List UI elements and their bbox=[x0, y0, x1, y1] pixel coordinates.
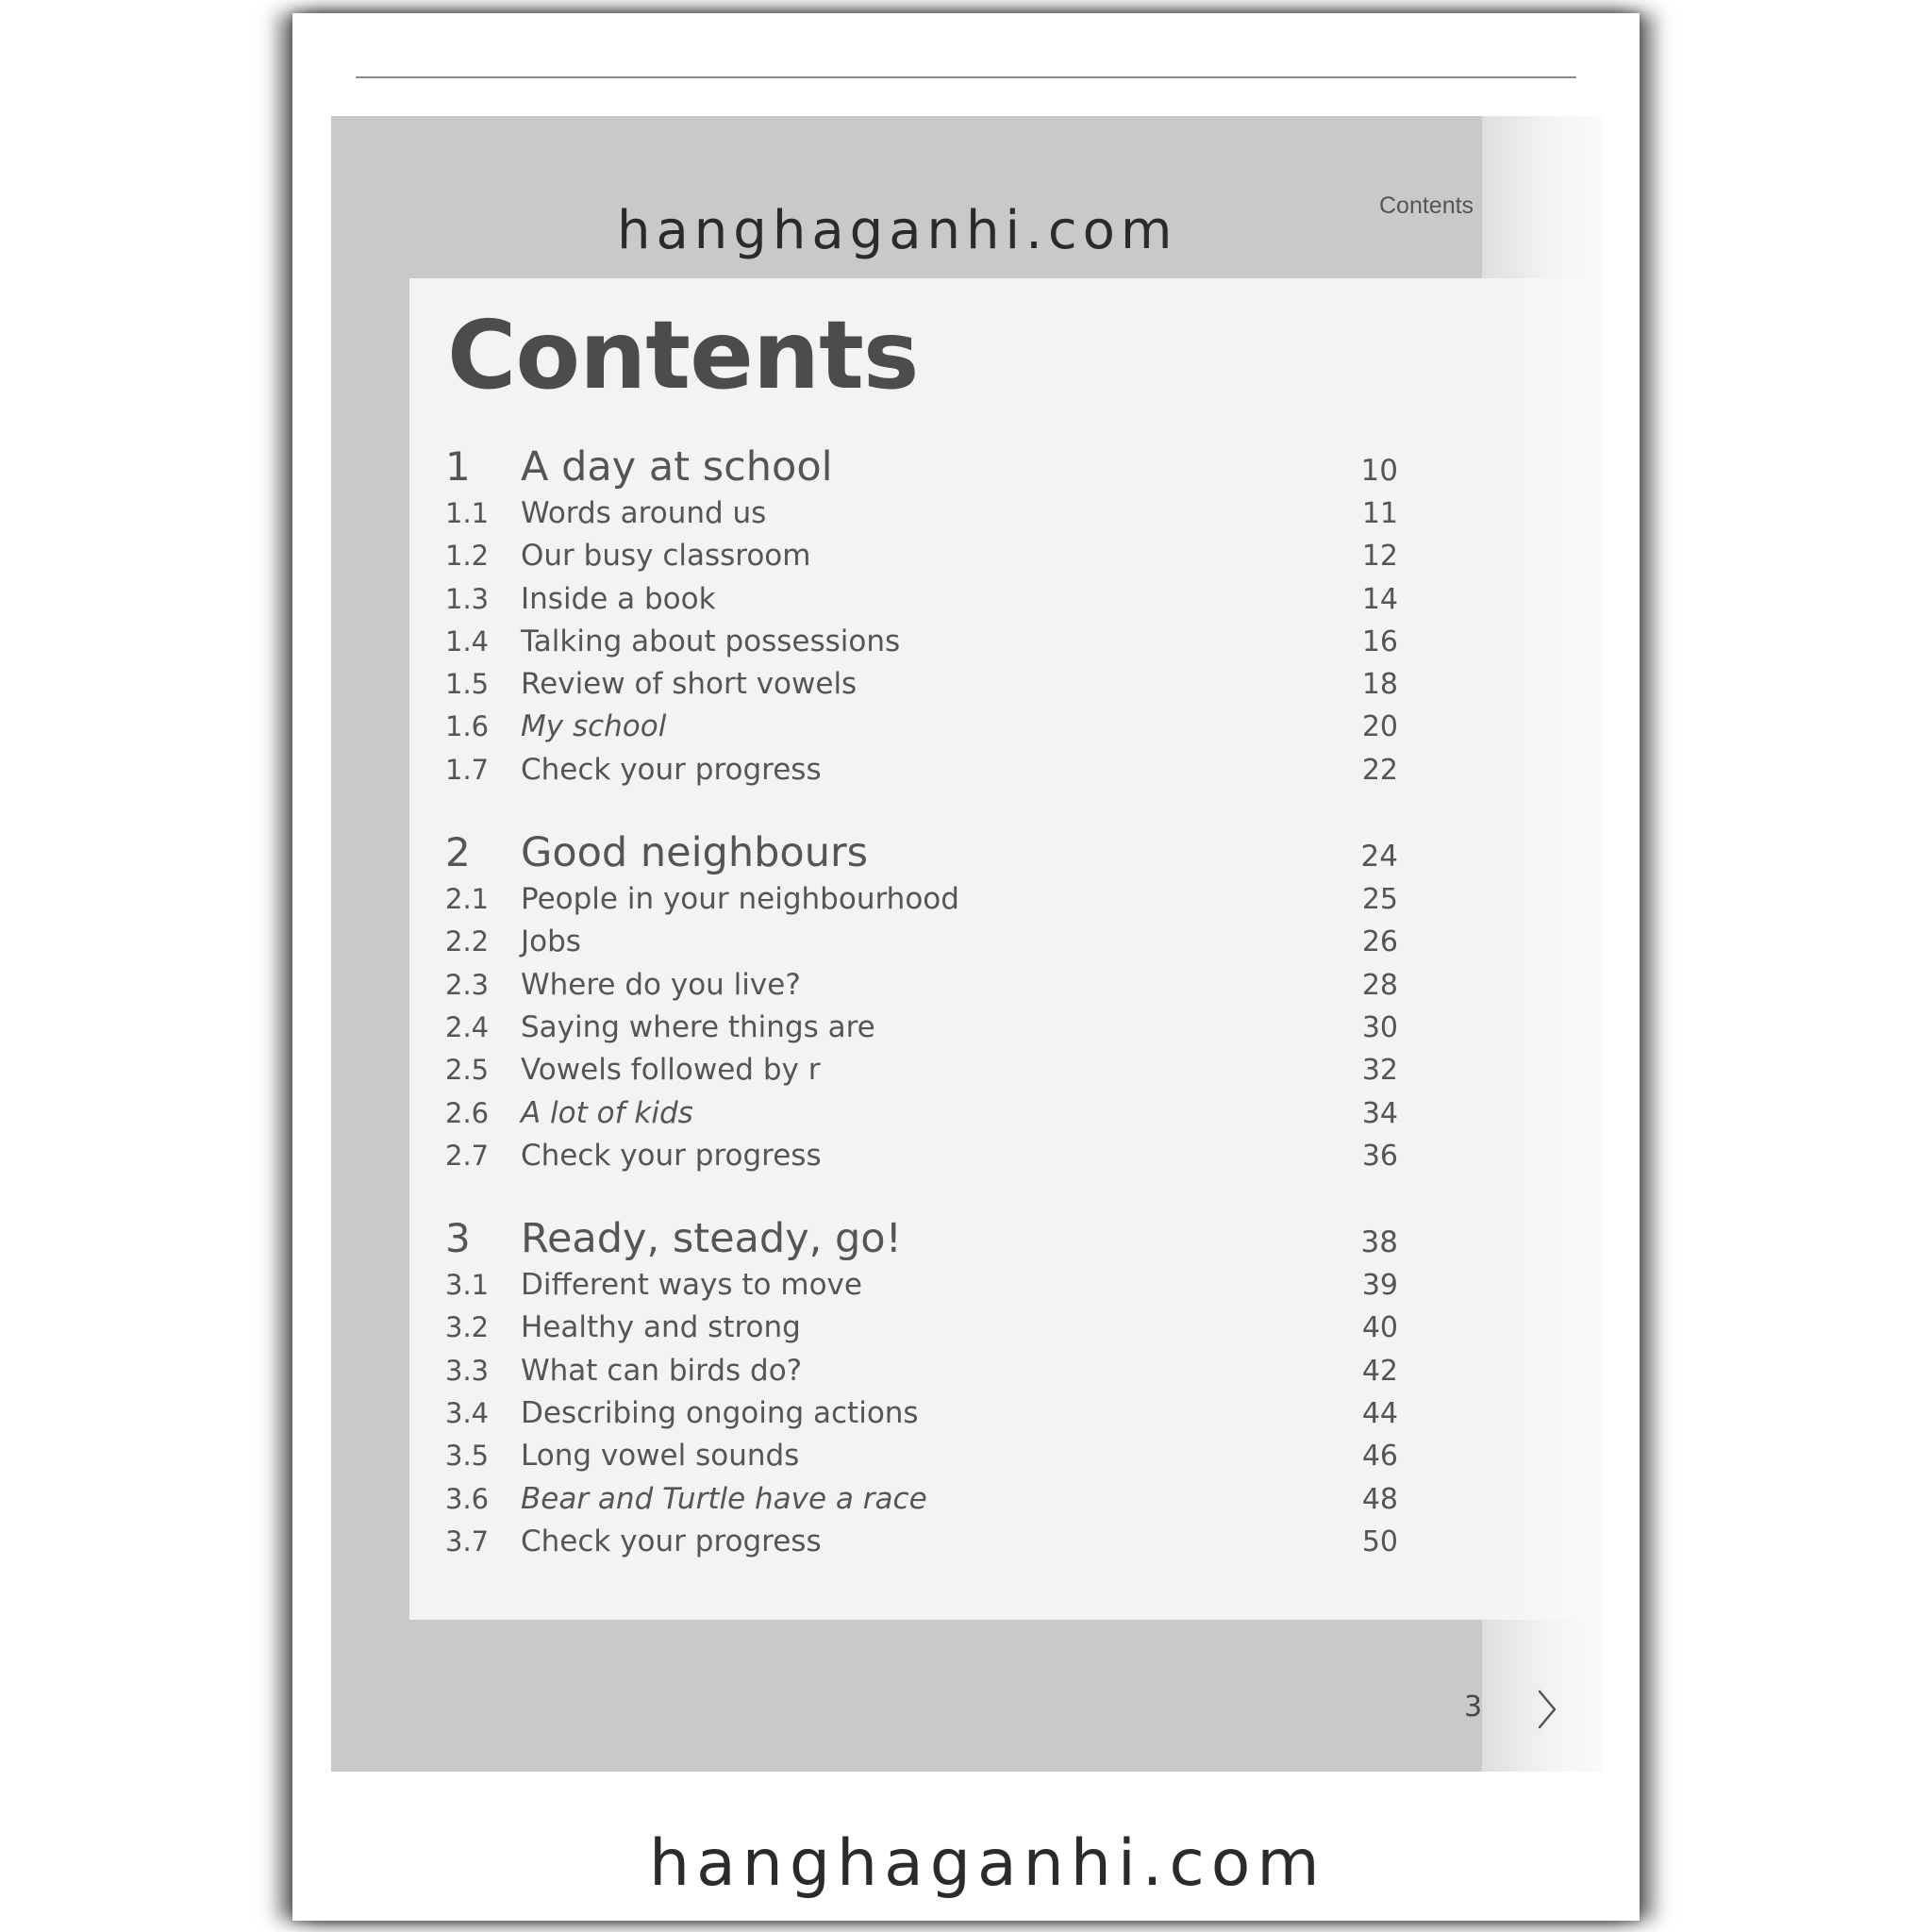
lesson-number: 3.6 bbox=[445, 1482, 490, 1515]
lesson-number: 2.4 bbox=[445, 1010, 490, 1043]
lesson-row[interactable] bbox=[445, 1310, 1398, 1353]
lesson-number: 3.2 bbox=[445, 1311, 490, 1344]
lesson-title: A lot of kids bbox=[521, 1095, 693, 1130]
lesson-row[interactable] bbox=[445, 1053, 1398, 1095]
lesson-number: 3.3 bbox=[445, 1354, 490, 1387]
lesson-title: Long vowel sounds bbox=[521, 1439, 800, 1474]
lesson-title: Bear and Turtle have a race bbox=[521, 1481, 927, 1516]
lesson-title: Saying where things are bbox=[521, 1009, 875, 1044]
lesson-page: 25 bbox=[1361, 883, 1398, 917]
lesson-number: 2.7 bbox=[445, 1139, 490, 1172]
lesson-title: Healthy and strong bbox=[521, 1310, 801, 1345]
lesson-page: 18 bbox=[1361, 668, 1398, 702]
lesson-page: 30 bbox=[1361, 1010, 1398, 1044]
lesson-row[interactable] bbox=[445, 1524, 1398, 1567]
unit-title: Ready, steady, go! bbox=[521, 1215, 902, 1263]
lesson-row[interactable] bbox=[445, 667, 1398, 709]
lesson-title: Review of short vowels bbox=[521, 667, 858, 702]
lesson-page: 28 bbox=[1361, 968, 1398, 1002]
chevron-right-icon[interactable] bbox=[1536, 1689, 1558, 1730]
unit-2 bbox=[445, 829, 1398, 1181]
lesson-page: 26 bbox=[1361, 925, 1398, 959]
lesson-row[interactable] bbox=[445, 539, 1398, 581]
lesson-number: 1.5 bbox=[445, 668, 490, 701]
lesson-page: 11 bbox=[1361, 497, 1398, 530]
lesson-number: 2.5 bbox=[445, 1054, 490, 1087]
lesson-title: Our busy classroom bbox=[521, 539, 811, 574]
lesson-number: 1.3 bbox=[445, 582, 490, 615]
lesson-number: 2.2 bbox=[445, 925, 490, 958]
watermark-bottom: hanghaganhi.com bbox=[649, 1826, 1326, 1901]
unit-1 bbox=[445, 443, 1398, 795]
lesson-page: 16 bbox=[1361, 625, 1398, 658]
lesson-row[interactable] bbox=[445, 882, 1398, 924]
lesson-page: 39 bbox=[1361, 1269, 1398, 1303]
lesson-title: Describing ongoing actions bbox=[521, 1396, 919, 1431]
unit-title: Good neighbours bbox=[521, 829, 869, 877]
lesson-row[interactable] bbox=[445, 1096, 1398, 1139]
lesson-number: 3.1 bbox=[445, 1269, 490, 1302]
lesson-page: 34 bbox=[1361, 1096, 1398, 1130]
unit-heading[interactable] bbox=[445, 443, 1398, 496]
lesson-row[interactable] bbox=[445, 1010, 1398, 1053]
lesson-title: Jobs bbox=[521, 924, 581, 959]
page-number: 3 bbox=[1464, 1690, 1483, 1724]
lesson-title: Where do you live? bbox=[521, 967, 801, 1002]
lesson-page: 48 bbox=[1361, 1482, 1398, 1516]
lesson-row[interactable] bbox=[445, 496, 1398, 539]
lesson-page: 20 bbox=[1361, 710, 1398, 744]
lesson-number: 2.1 bbox=[445, 883, 490, 916]
lesson-title: What can birds do? bbox=[521, 1353, 803, 1388]
lesson-number: 1.4 bbox=[445, 625, 490, 658]
running-head: Contents bbox=[1379, 192, 1474, 219]
lesson-number: 2.6 bbox=[445, 1096, 490, 1129]
scanned-page-content-edge bbox=[1487, 278, 1591, 1620]
lesson-row[interactable] bbox=[445, 1482, 1398, 1524]
lesson-number: 1.6 bbox=[445, 710, 490, 743]
lesson-row[interactable] bbox=[445, 1139, 1398, 1181]
lesson-page: 46 bbox=[1361, 1440, 1398, 1474]
lesson-page: 42 bbox=[1361, 1354, 1398, 1388]
lesson-number: 3.7 bbox=[445, 1524, 490, 1557]
unit-3 bbox=[445, 1215, 1398, 1567]
lesson-title: Talking about possessions bbox=[521, 624, 901, 658]
table-of-contents bbox=[445, 443, 1398, 1601]
lesson-title: Different ways to move bbox=[521, 1268, 862, 1303]
lesson-title: People in your neighbourhood bbox=[521, 882, 959, 917]
lesson-page: 36 bbox=[1361, 1139, 1398, 1173]
unit-heading[interactable] bbox=[445, 1215, 1398, 1268]
lesson-row[interactable] bbox=[445, 1268, 1398, 1310]
lesson-page: 50 bbox=[1361, 1524, 1398, 1558]
lesson-page: 14 bbox=[1361, 582, 1398, 616]
lesson-page: 22 bbox=[1361, 753, 1398, 787]
unit-heading[interactable] bbox=[445, 829, 1398, 882]
lesson-page: 32 bbox=[1361, 1054, 1398, 1088]
unit-page: 24 bbox=[1360, 840, 1398, 874]
lesson-title: Check your progress bbox=[521, 752, 822, 787]
lesson-number: 2.3 bbox=[445, 968, 490, 1001]
lesson-row[interactable] bbox=[445, 968, 1398, 1010]
lesson-row[interactable] bbox=[445, 1439, 1398, 1481]
unit-title: A day at school bbox=[521, 443, 833, 491]
unit-number: 3 bbox=[445, 1215, 471, 1262]
lesson-title: Inside a book bbox=[521, 581, 716, 616]
lesson-row[interactable] bbox=[445, 709, 1398, 752]
lesson-row[interactable] bbox=[445, 582, 1398, 625]
lesson-number: 3.5 bbox=[445, 1440, 490, 1473]
top-divider bbox=[356, 76, 1576, 78]
lesson-row[interactable] bbox=[445, 753, 1398, 795]
unit-page: 38 bbox=[1360, 1225, 1398, 1260]
lesson-row[interactable] bbox=[445, 1354, 1398, 1396]
lesson-page: 12 bbox=[1361, 540, 1398, 574]
watermark-top: hanghaganhi.com bbox=[617, 200, 1178, 261]
lesson-number: 1.7 bbox=[445, 753, 490, 786]
lesson-title: Words around us bbox=[521, 496, 767, 530]
lesson-page: 44 bbox=[1361, 1397, 1398, 1431]
page-title: Contents bbox=[447, 300, 919, 410]
unit-number: 2 bbox=[445, 829, 471, 876]
lesson-number: 1.2 bbox=[445, 540, 490, 573]
lesson-title: Check your progress bbox=[521, 1138, 822, 1173]
unit-number: 1 bbox=[445, 443, 471, 490]
lesson-row[interactable] bbox=[445, 1396, 1398, 1439]
lesson-number: 1.1 bbox=[445, 497, 490, 529]
lesson-page: 40 bbox=[1361, 1311, 1398, 1345]
lesson-title: Vowels followed by r bbox=[521, 1053, 821, 1088]
unit-page: 10 bbox=[1360, 454, 1398, 488]
lesson-title: My school bbox=[521, 709, 667, 744]
lesson-row[interactable] bbox=[445, 625, 1398, 667]
lesson-title: Check your progress bbox=[521, 1524, 822, 1558]
lesson-row[interactable] bbox=[445, 924, 1398, 967]
lesson-number: 3.4 bbox=[445, 1397, 490, 1430]
